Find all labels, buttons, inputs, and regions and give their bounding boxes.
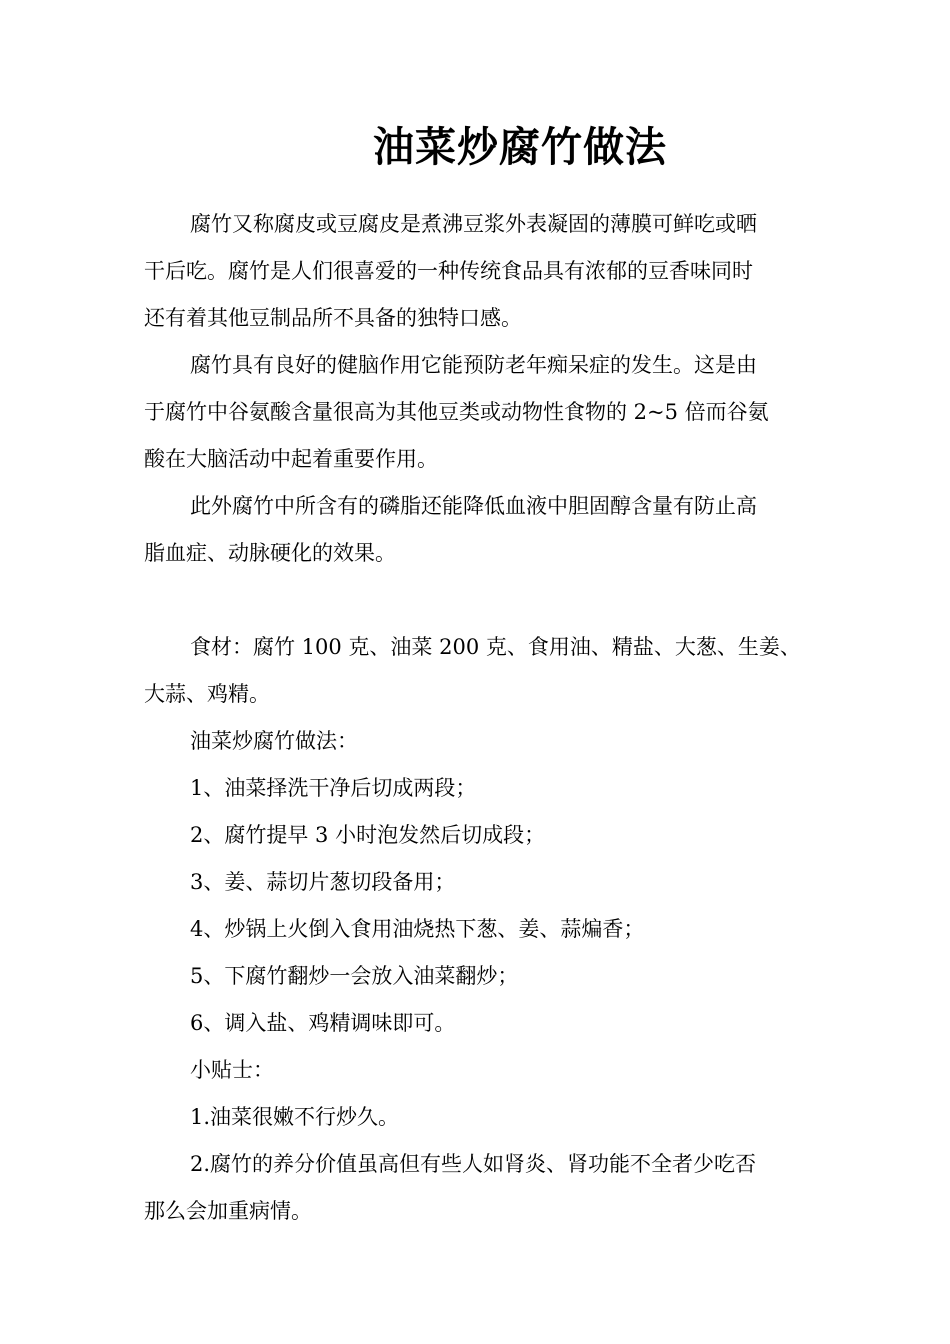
text-line: 腐竹又称腐皮或豆腐皮是煮沸豆浆外表凝固的薄膜可鲜吃或晒 [190, 212, 757, 236]
step-item: 4、炒锅上火倒入食用油烧热下葱、姜、蒜煸香； [190, 917, 645, 941]
text-line: 此外腐竹中所含有的磷脂还能降低血液中胆固醇含量有防止高 [190, 494, 757, 518]
step-item: 3、姜、蒜切片葱切段备用； [190, 870, 456, 894]
step-item: 2、腐竹提早 3 小时泡发然后切成段； [190, 823, 546, 847]
tip-item: 1.油菜很嫩不行炒久。 [190, 1105, 400, 1129]
blank-line [144, 577, 824, 624]
text-line: 大蒜、鸡精。 [144, 682, 270, 706]
text-line: 食材：腐竹 100 克、油菜 200 克、食用油、精盐、大葱、生姜、 [190, 635, 801, 659]
document-title: 油菜炒腐竹做法 [373, 123, 667, 171]
intro-paragraph-3 [144, 483, 824, 577]
text-line: 于腐竹中谷氨酸含量很高为其他豆类或动物性食物的 2~5 倍而谷氨 [144, 400, 769, 424]
document-body [144, 201, 824, 1235]
step-item: 1、油菜择洗干净后切成两段； [190, 776, 477, 800]
text-line: 酸在大脑活动中起着重要作用。 [144, 447, 438, 471]
step-item: 6、调入盐、鸡精调味即可。 [190, 1011, 456, 1035]
intro-paragraph-2 [144, 342, 824, 483]
tip-item: 2.腐竹的养分价值虽高但有些人如肾炎、肾功能不全者少吃否 [190, 1152, 757, 1176]
steps-list [144, 765, 824, 1047]
text-line: 脂血症、动脉硬化的效果。 [144, 541, 396, 565]
text-line: 腐竹具有良好的健脑作用它能预防老年痴呆症的发生。这是由 [190, 353, 757, 377]
text-line: 干后吃。腐竹是人们很喜爱的一种传统食品具有浓郁的豆香味同时 [144, 259, 753, 283]
intro-paragraph-1 [144, 201, 824, 342]
tips-heading: 小贴士： [190, 1058, 274, 1082]
text-line: 那么会加重病情。 [144, 1199, 312, 1223]
text-line: 还有着其他豆制品所不具备的独特口感。 [144, 306, 522, 330]
method-heading: 油菜炒腐竹做法： [190, 729, 358, 753]
step-item: 5、下腐竹翻炒一会放入油菜翻炒； [190, 964, 519, 988]
ingredients-paragraph [144, 624, 824, 718]
tips-list [144, 1094, 824, 1235]
